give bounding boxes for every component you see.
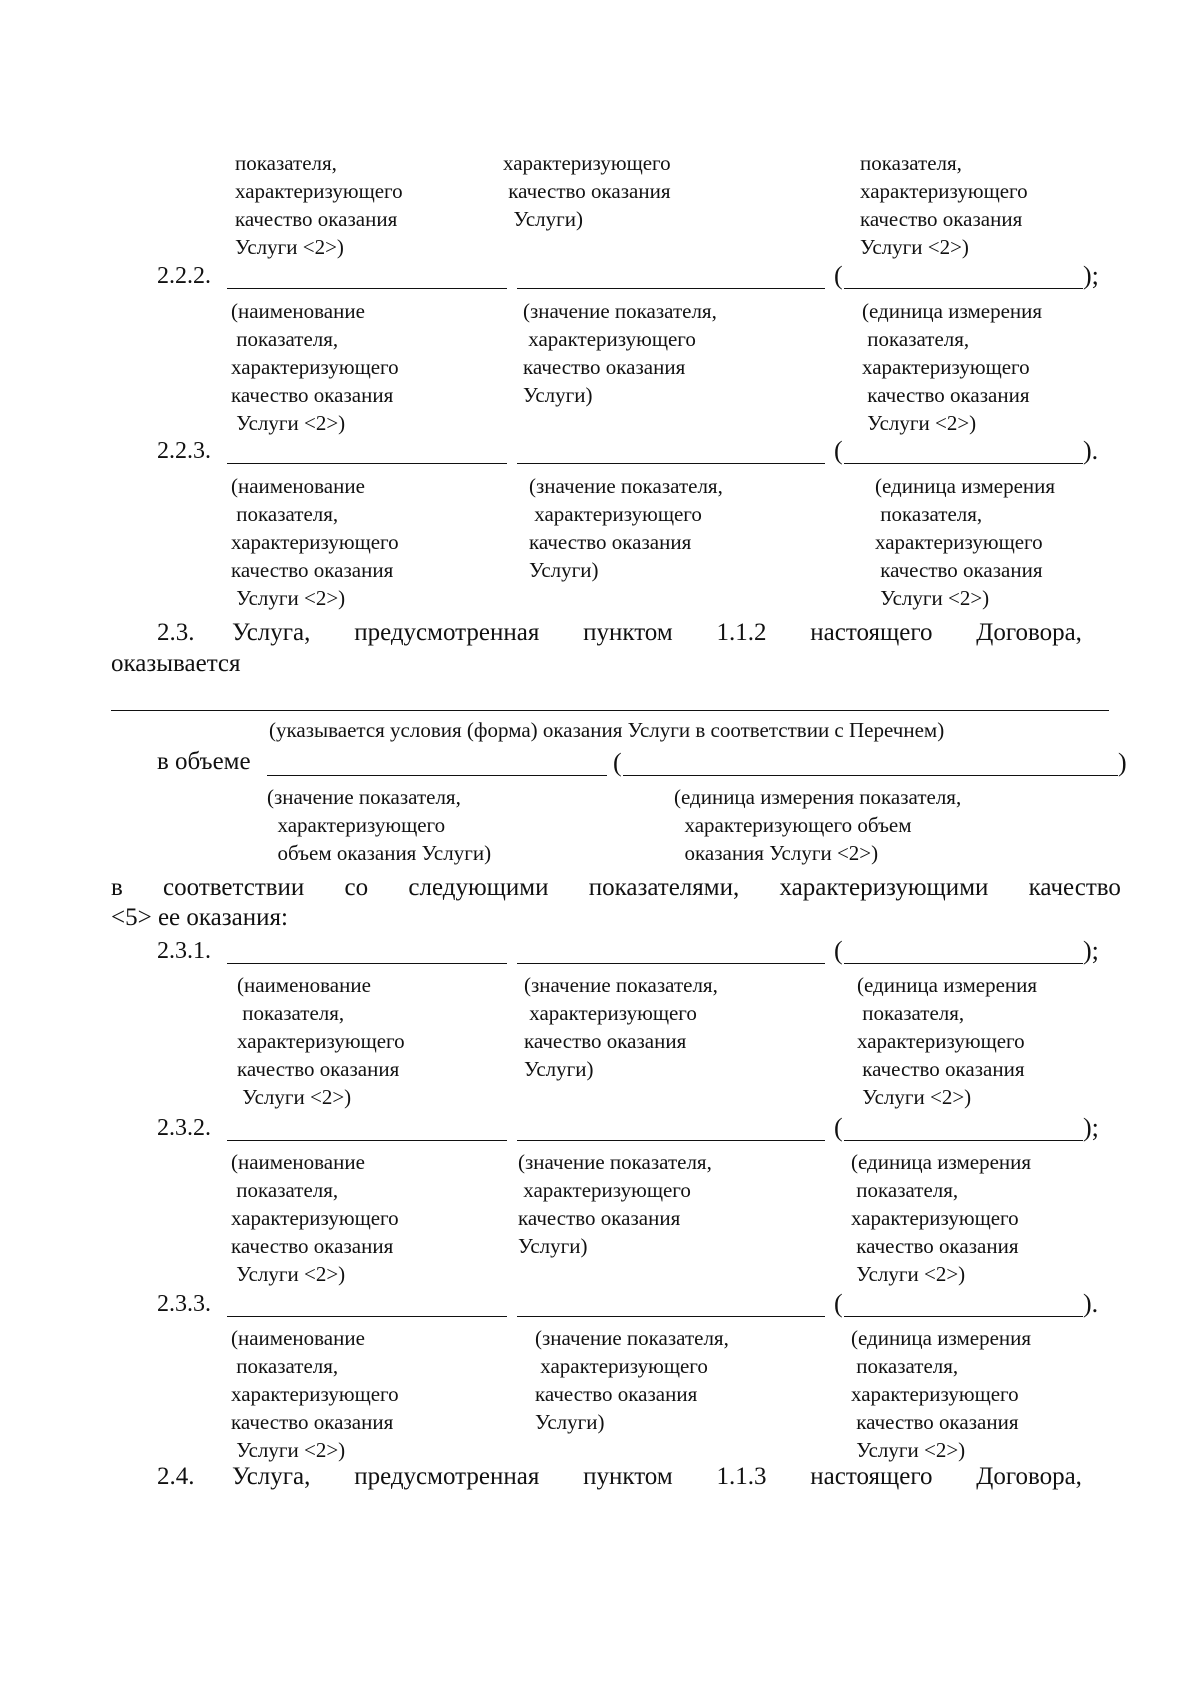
open-paren: ( xyxy=(834,261,843,290)
item-number: 2.3.3. xyxy=(157,1291,211,1317)
caption-volume-value: (значение показателя, характеризующего объем оказания Услуги) xyxy=(267,785,492,865)
close-paren: ) xyxy=(1118,748,1127,777)
word: 1.1.2 xyxy=(716,619,767,646)
word: предусмотренная xyxy=(354,1463,540,1490)
word: пунктом xyxy=(583,619,673,646)
section-2-3-continuation: оказывается xyxy=(111,650,241,677)
section-number: 2.3. xyxy=(157,619,195,646)
open-paren: ( xyxy=(834,1113,843,1142)
caption-unit: (единица измерения показателя, характеризующего качество оказания Услуги <2>) xyxy=(851,1326,1032,1462)
item-number: 2.3.2. xyxy=(157,1115,211,1141)
caption-value: (значение показателя, характеризующего качество оказания Услуги) xyxy=(523,299,717,407)
close-paren: ); xyxy=(1083,936,1099,965)
item-number: 2.2.3. xyxy=(157,438,211,464)
open-paren: ( xyxy=(834,936,843,965)
value-blank[interactable] xyxy=(517,463,825,464)
word: соответствии xyxy=(163,874,305,901)
word: пунктом xyxy=(583,1463,673,1490)
unit-blank[interactable] xyxy=(844,288,1083,289)
open-paren: ( xyxy=(834,1289,843,1318)
caption-unit: (единица измерения показателя, характеризующего качество оказания Услуги <2>) xyxy=(851,1150,1032,1286)
name-blank[interactable] xyxy=(227,1316,507,1317)
section-2-4-line xyxy=(232,1462,1082,1492)
caption-value: (значение показателя, характеризующего качество оказания Услуги) xyxy=(518,1150,712,1258)
caption-value-continued: характеризующего качество оказания Услуги) xyxy=(503,151,671,231)
section-2-3-line xyxy=(232,618,1082,648)
caption-unit: (единица измерения показателя, характеризующего качество оказания Услуги <2>) xyxy=(857,973,1038,1109)
close-paren: ); xyxy=(1083,1113,1099,1142)
caption-unit: (единица измерения показателя, характеризующего качество оказания Услуги <2>) xyxy=(862,299,1043,435)
volume-unit-blank[interactable] xyxy=(623,775,1118,776)
caption-name-continued: показателя, характеризующего качество оказания Услуги <2>) xyxy=(235,151,403,259)
form-blank[interactable] xyxy=(111,710,1109,711)
caption-form: (указывается условия (форма) оказания Услуги в соответствии с Перечнем) xyxy=(269,718,945,742)
unit-blank[interactable] xyxy=(844,463,1083,464)
caption-name: (наименование показателя, характеризующего качество оказания Услуги <2>) xyxy=(231,299,399,435)
name-blank[interactable] xyxy=(227,963,507,964)
unit-blank[interactable] xyxy=(844,1316,1083,1317)
name-blank[interactable] xyxy=(227,1140,507,1141)
open-paren: ( xyxy=(834,436,843,465)
quality-continuation: <5> ее оказания: xyxy=(111,904,288,931)
close-paren: ); xyxy=(1083,261,1099,290)
section-number: 2.4. xyxy=(157,1463,195,1490)
caption-name: (наименование показателя, характеризующего качество оказания Услуги <2>) xyxy=(237,973,405,1109)
name-blank[interactable] xyxy=(227,463,507,464)
value-blank[interactable] xyxy=(517,1140,825,1141)
caption-volume-unit: (единица измерения показателя, характеризующего объем оказания Услуги <2>) xyxy=(674,785,962,865)
word: характеризующими xyxy=(779,874,989,901)
volume-label: в объеме xyxy=(157,748,251,775)
close-paren: ). xyxy=(1083,1289,1099,1318)
word: настоящего xyxy=(810,1463,933,1490)
unit-blank[interactable] xyxy=(844,1140,1083,1141)
value-blank[interactable] xyxy=(517,1316,825,1317)
word: Услуга, xyxy=(232,1463,311,1490)
word: следующими xyxy=(408,874,549,901)
word: в xyxy=(111,874,123,901)
word: со xyxy=(344,874,369,901)
caption-unit: (единица измерения показателя, характеризующего качество оказания Услуги <2>) xyxy=(875,474,1056,610)
quality-line xyxy=(111,873,1121,903)
caption-name: (наименование показателя, характеризующего качество оказания Услуги <2>) xyxy=(231,1326,399,1462)
word: настоящего xyxy=(810,619,933,646)
word: показателями, xyxy=(588,874,740,901)
caption-value: (значение показателя, характеризующего качество оказания Услуги) xyxy=(529,474,723,582)
caption-value: (значение показателя, характеризующего качество оказания Услуги) xyxy=(524,973,718,1081)
word: 1.1.3 xyxy=(716,1463,767,1490)
caption-name: (наименование показателя, характеризующего качество оказания Услуги <2>) xyxy=(231,1150,399,1286)
caption-unit-continued: показателя, характеризующего качество оказания Услуги <2>) xyxy=(860,151,1028,259)
item-number: 2.2.2. xyxy=(157,263,211,289)
value-blank[interactable] xyxy=(517,288,825,289)
caption-value: (значение показателя, характеризующего качество оказания Услуги) xyxy=(535,1326,729,1434)
word: качество xyxy=(1028,874,1121,901)
close-paren: ). xyxy=(1083,436,1099,465)
item-number: 2.3.1. xyxy=(157,938,211,964)
word: Договора, xyxy=(976,1463,1082,1490)
open-paren: ( xyxy=(613,748,622,777)
unit-blank[interactable] xyxy=(844,963,1083,964)
caption-name: (наименование показателя, характеризующего качество оказания Услуги <2>) xyxy=(231,474,399,610)
name-blank[interactable] xyxy=(227,288,507,289)
volume-value-blank[interactable] xyxy=(267,775,607,776)
word: Договора, xyxy=(976,619,1082,646)
word: предусмотренная xyxy=(354,619,540,646)
value-blank[interactable] xyxy=(517,963,825,964)
word: Услуга, xyxy=(232,619,311,646)
